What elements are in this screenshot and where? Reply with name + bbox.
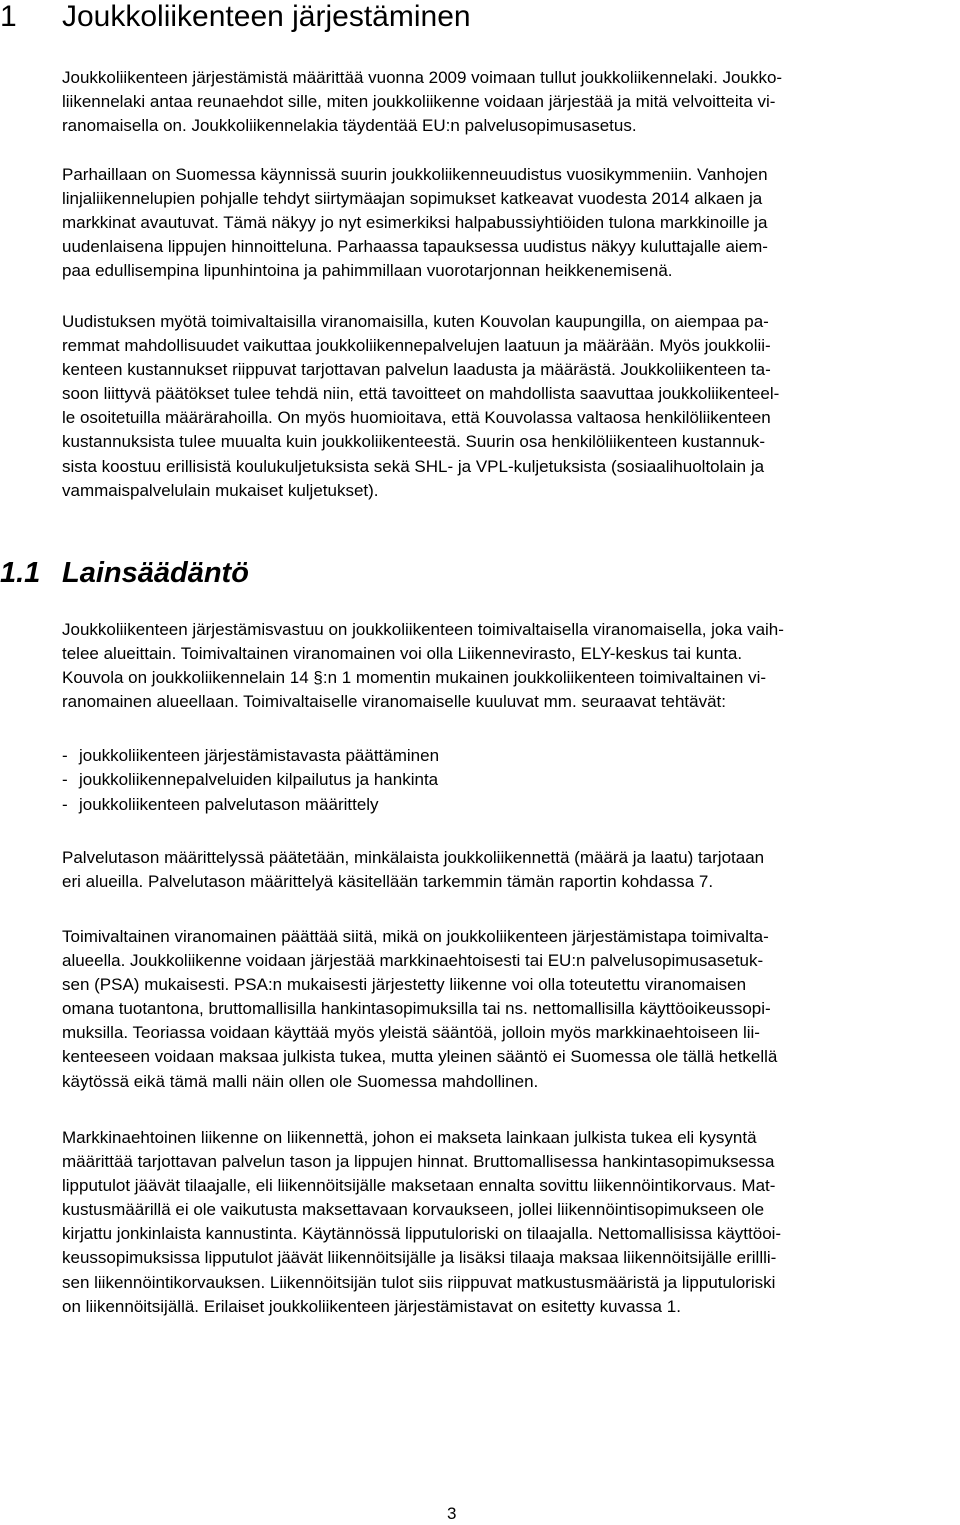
list-bullet: - [62,770,68,790]
list-bullet: - [62,794,68,814]
list-item [62,793,439,817]
text-line: remmat mahdollisuudet vaikuttaa joukkoliikennepalvelujen laatuun ja määrään. Myös joukkolii- [62,336,771,356]
text-line: kustusmäärillä ei ole vaikutusta maksettavaan korvaukseen, jollei liikennöintisopimukseen ole [62,1200,765,1220]
text-line: Parhaillaan on Suomessa käynnissä suurin joukkoliikenneuudistus vuosikymmeniin. Vanhojen [62,165,768,184]
paragraph-responsibility [62,618,960,714]
text-line: sista koostuu erillisistä koulukuljetuksista sekä SHL- ja VPL-kuljetuksista (sosiaalihuoltolain ja [62,456,765,476]
chapter-title: Joukkoliikenteen järjestäminen [62,0,471,33]
text-line: Joukkoliikenteen järjestämisvastuu on joukkoliikenteen toimivaltaisella viranomaisella, joka vaih- [62,620,784,639]
text-line: sen (PSA) mukaisesti. PSA:n mukaisesti järjestetty liikenne voi olla toteutettu viranomaisen [62,975,747,995]
text-line: kustannuksista tulee muualta kuin joukkoliikenteestä. Suurin osa henkilöliikenteen kustannuk- [62,432,766,452]
list-item-text: joukkoliikenteen järjestämistavasta päättäminen [79,746,440,765]
text-line: uudenlaisena lippujen hinnoitteluna. Parhaassa tapauksessa uudistus näkyy kuluttajalle aiem- [62,237,768,257]
text-line: määrittää tarjottavan palvelun tason ja lippujen hinnat. Bruttomallisessa hankintasopimuksessa [62,1152,775,1172]
section-title: Lainsäädäntö [62,557,249,589]
text-line: alueella. Joukkoliikenne voidaan järjestää markkinaehtoisesti tai EU:n palvelusopimusasetuk- [62,951,764,971]
list-bullet: - [62,746,68,765]
text-line: paa edullisempina lipunhintoina ja pahimmillaan vuorotarjonnan heikkenemisenä. [62,261,673,281]
text-line: omana tuotantona, bruttomallisilla hankintasopimuksilla tai ns. nettomallisilla käyttöoikeussopi- [62,999,771,1019]
list-item-text: joukkoliikennepalveluiden kilpailutus ja hankinta [79,770,439,790]
paragraph-organisation-method [62,925,960,1094]
list-item [62,744,439,768]
text-line: markkinat avautuvat. Tämä näkyy jo nyt esimerkiksi halpabussiyhtiöiden tulona markkinoille ja [62,213,768,233]
paragraph-legislation-intro [62,66,960,138]
paragraph-reform [62,163,960,283]
text-line: on liikennöitsijällä. Erilaiset joukkoliikenteen järjestämistavat on esitetty kuvassa 1. [62,1296,681,1316]
page-number: 3 [447,1504,457,1523]
section-heading [0,556,249,590]
text-line: ranomaisella on. Joukkoliikennelakia täydentää EU:n palvelusopimusasetus. [62,116,637,136]
text-line: ranomainen alueellaan. Toimivaltaiselle viranomaiselle kuuluvat mm. seuraavat tehtävät: [62,692,726,712]
text-line: soon liittyvä päätökset tulee tehdä niin, että tavoitteet on mahdollista saavuttaa joukkoliikenteel- [62,384,780,404]
text-line: eri alueilla. Palvelutason määrittelyä käsitellään tarkemmin tämän raportin kohdassa 7. [62,872,714,892]
chapter-heading [0,0,471,34]
text-line: linjaliikennelupien pohjalle tehdyt siirtymäajan sopimukset katkeavat vuodesta 2014 alkaen ja [62,189,763,209]
text-line: telee alueittain. Toimivaltainen viranomainen voi olla Liikennevirasto, ELY-keskus tai kunta. [62,644,743,664]
task-list [62,744,439,817]
text-line: le osoitetuilla määrärahoilla. On myös huomioitava, että Kouvolassa valtaosa henkilöliikenteen [62,408,771,428]
text-line: kenteen kustannukset riippuvat tarjottavan palvelun laadusta ja määrästä. Joukkoliikenteen ta- [62,360,771,380]
text-line: lipputulot jäävät tilaajalle, eli liikennöitsijälle maksetaan ennalta sovittu liikennöintikorvaus. Mat- [62,1176,776,1196]
text-line: Toimivaltainen viranomainen päättää siitä, mikä on joukkoliikenteen järjestämistapa toimivalta- [62,927,769,946]
text-line: kirjattu jonkinlaista kannustinta. Käytännössä lipputuloriski on tilaajalla. Nettomallisissa käyttöoi- [62,1224,782,1244]
text-line: käytössä eikä tämä malli näin ollen ole Suomessa mahdollinen. [62,1071,539,1091]
text-line: Kouvola on joukkoliikennelain 14 §:n 1 momentin mukainen joukkoliikenteen toimivaltainen vi- [62,668,767,688]
text-line: Uudistuksen myötä toimivaltaisilla viranomaisilla, kuten Kouvolan kaupungilla, on aiempaa pa- [62,312,769,331]
text-line: muksilla. Teoriassa voidaan käyttää myös yleistä sääntöä, jolloin myös markkinaehtoiseen lii- [62,1023,760,1043]
text-line: liikennelaki antaa reunaehdot sille, miten joukkoliikenne voidaan järjestää ja mitä velvoitteita vi- [62,92,776,112]
text-line: Palvelutason määrittelyssä päätetään, minkälaista joukkoliikennettä (määrä ja laatu) tarjotaan [62,848,765,867]
text-line: keussopimuksissa lipputulot jäävät liikennöitsijälle ja lisäksi tilaaja maksaa liikennöitsijälle erillli- [62,1248,777,1268]
list-item-text: joukkoliikenteen palvelutason määrittely [79,794,379,814]
text-line: Markkinaehtoinen liikenne on liikennettä, johon ei makseta lainkaan julkista tukea eli kysyntä [62,1128,757,1147]
section-number: 1.1 [0,557,41,589]
text-line: Joukkoliikenteen järjestämistä määrittää vuonna 2009 voimaan tullut joukkoliikennelaki. Joukko- [62,68,783,87]
paragraph-service-level [62,846,960,894]
paragraph-market-based [62,1126,960,1319]
paragraph-authorities [62,310,960,503]
list-item [62,768,439,792]
chapter-number: 1 [0,0,17,33]
text-line: vammaispalvelulain mukaiset kuljetukset). [62,480,379,500]
text-line: sen liikennöintikorvauksen. Liikennöitsijän tulot siis riippuvat matkustusmääristä ja lipputuloriski [62,1272,776,1292]
text-line: kenteeseen voidaan maksaa julkista tukea, mutta yleinen sääntö ei Suomessa ole tällä hetkellä [62,1047,778,1067]
